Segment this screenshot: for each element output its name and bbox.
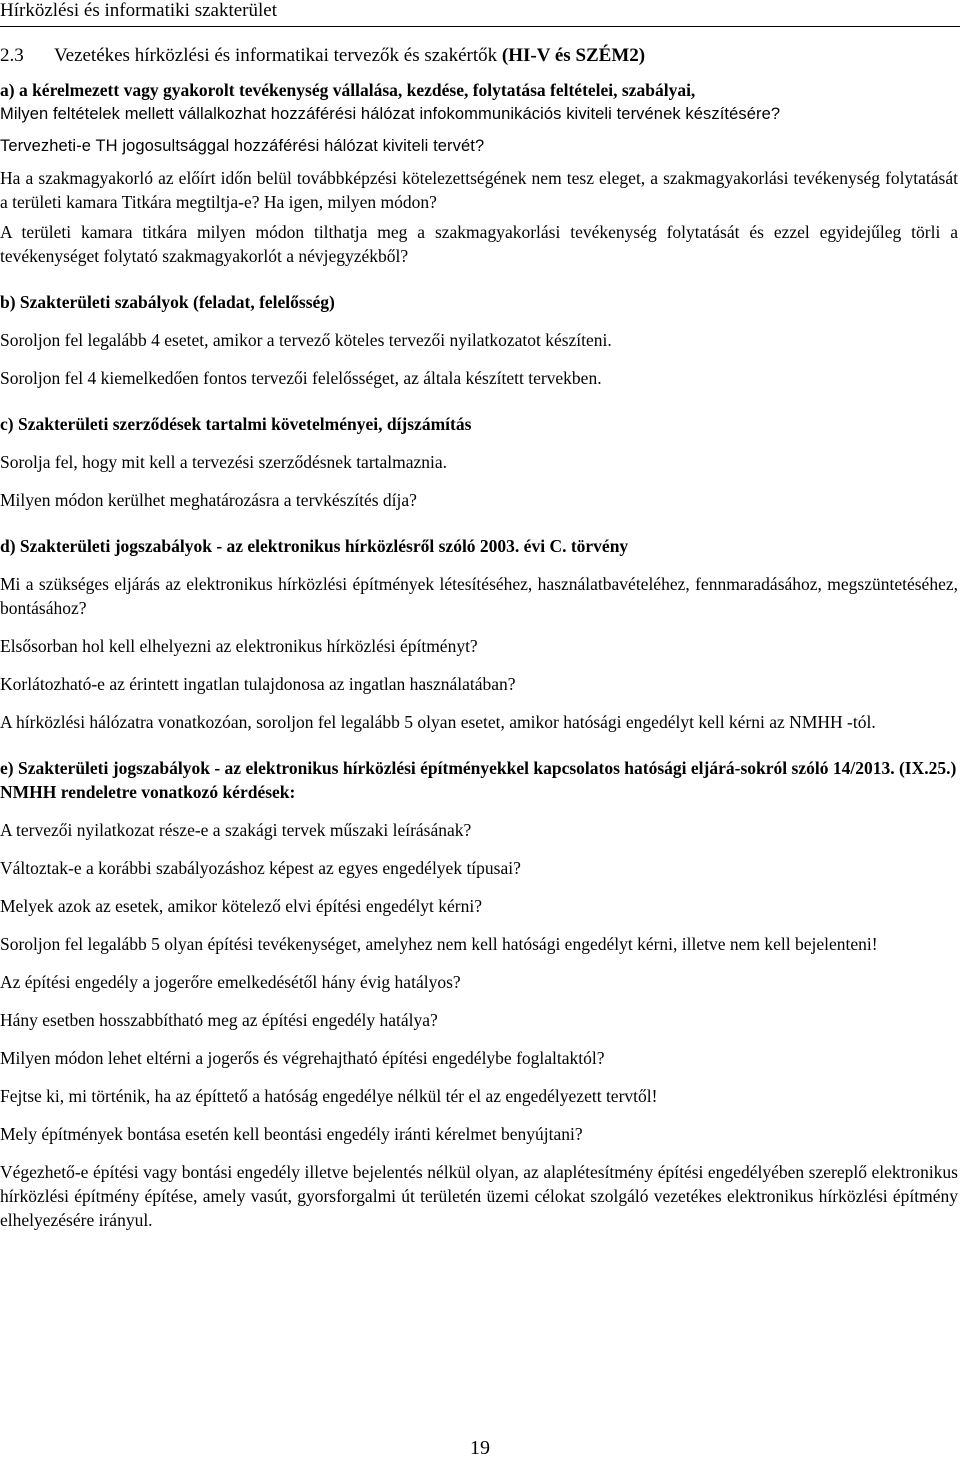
question-e6: Hány esetben hosszabbítható meg az építési engedély hatálya?	[0, 1010, 438, 1030]
subsection-c-heading: c) Szakterületi szerződések tartalmi követelményei, díjszámítás	[0, 414, 472, 434]
question-e4: Soroljon fel legalább 5 olyan építési tevékenységet, amelyhez nem kell hatósági engedélyt kérni, illetve nem kell bejelenteni!	[0, 934, 878, 954]
question-e1: A tervezői nyilatkozat része-e a szakági tervek műszaki leírásának?	[0, 820, 472, 840]
document-body	[0, 44, 958, 1232]
question-b1: Soroljon fel legalább 4 esetet, amikor a tervező köteles tervezői nyilatkozatot készíteni.	[0, 330, 612, 350]
question-d1: Mi a szükséges eljárás az elektronikus hírközlési építmények létesítéséhez, használatbavételéhez, fennmaradásához, megszüntetéséhez, bontásához?	[0, 574, 958, 618]
question-d2: Elsősorban hol kell elhelyezni az elektronikus hírközlési építményt?	[0, 636, 478, 656]
question-e10: Végezhető-e építési vagy bontási engedély illetve bejelentés nélkül olyan, az alaplétesítmény építési engedélyében szereplő elektronikus hírközlési építmény építése, amely vasút, gyorsforgalmi út területén üzemi célokat szolgáló vezetékes elektronikus hírközlési építmény elhelyezésére irányul.	[0, 1162, 958, 1230]
question-e5: Az építési engedély a jogerőre emelkedésétől hány évig hatályos?	[0, 972, 461, 992]
section-title-text	[54, 44, 645, 68]
question-e8: Fejtse ki, mi történik, ha az építtető a hatóság engedélye nélkül tér el az engedélyezett tervtől!	[0, 1086, 658, 1106]
subsection-a-heading: a) a kérelmezett vagy gyakorolt tevékenység vállalása, kezdése, folytatása feltételei, szabályai,	[0, 80, 696, 100]
question-e3: Melyek azok az esetek, amikor kötelező elvi építési engedélyt kérni?	[0, 896, 483, 916]
subsection-d-heading: d) Szakterületi jogszabályok - az elektronikus hírközlésről szóló 2003. évi C. törvény	[0, 536, 629, 556]
question-a1: Milyen feltételek mellett vállalkozhat hozzáférési hálózat infokommunikációs kiviteli tervének készítésére?	[0, 105, 781, 123]
question-c2: Milyen módon kerülhet meghatározásra a tervkészítés díja?	[0, 490, 417, 510]
subsection-e-heading: e) Szakterületi jogszabályok - az elektronikus hírközlési építményekkel kapcsolatos hatósági eljárá-sokról szóló 14/2013. (IX.25.) NMHH rendeletre vonatkozó kérdések:	[0, 758, 957, 802]
question-e9: Mely építmények bontása esetén kell beontási engedély iránti kérelmet benyújtani?	[0, 1124, 583, 1144]
question-b2: Soroljon fel 4 kiemelkedően fontos tervezői felelősséget, az általa készített tervekben.	[0, 368, 602, 388]
subsection-b-heading: b) Szakterületi szabályok (feladat, felelősség)	[0, 292, 335, 312]
question-e7: Milyen módon lehet eltérni a jogerős és végrehajtható építési engedélybe foglaltaktól?	[0, 1048, 605, 1068]
page-header: Hírközlési és informatiki szakterület	[0, 0, 277, 21]
question-e2: Változtak-e a korábbi szabályozáshoz képest az egyes engedélyek típusai?	[0, 858, 521, 878]
question-a4: A területi kamara titkára milyen módon tilthatja meg a szakmagyakorlási tevékenység folytatását és ezzel egyidejűleg törli a tevékenységet folytató szakmagyakorlót a névjegyzékből?	[0, 222, 958, 266]
question-a3: Ha a szakmagyakorló az előírt időn belül továbbképzési kötelezettségének nem tesz eleget, a szakmagyakorlási tevékenység folytatását a területi kamara Titkára megtiltja-e? Ha igen, milyen módon?	[0, 168, 958, 212]
question-d4: A hírközlési hálózatra vonatkozóan, soroljon fel legalább 5 olyan esetet, amikor hatósági engedélyt kell kérni az NMHH -tól.	[0, 712, 876, 732]
section-number: 2.3	[0, 45, 24, 66]
page-number: 19	[470, 1437, 490, 1459]
header-divider	[0, 26, 960, 27]
question-c1: Sorolja fel, hogy mit kell a tervezési szerződésnek tartalmaznia.	[0, 452, 448, 472]
question-a2: Tervezheti-e TH jogosultsággal hozzáférési hálózat kiviteli tervét?	[0, 137, 485, 155]
section-title-plain: Vezetékes hírközlési és informatikai tervezők és szakértők	[54, 45, 502, 66]
section-title	[0, 44, 958, 68]
section-title-code: (HI-V és SZÉM2)	[501, 45, 646, 66]
question-d3: Korlátozható-e az érintett ingatlan tulajdonosa az ingatlan használatában?	[0, 674, 516, 694]
